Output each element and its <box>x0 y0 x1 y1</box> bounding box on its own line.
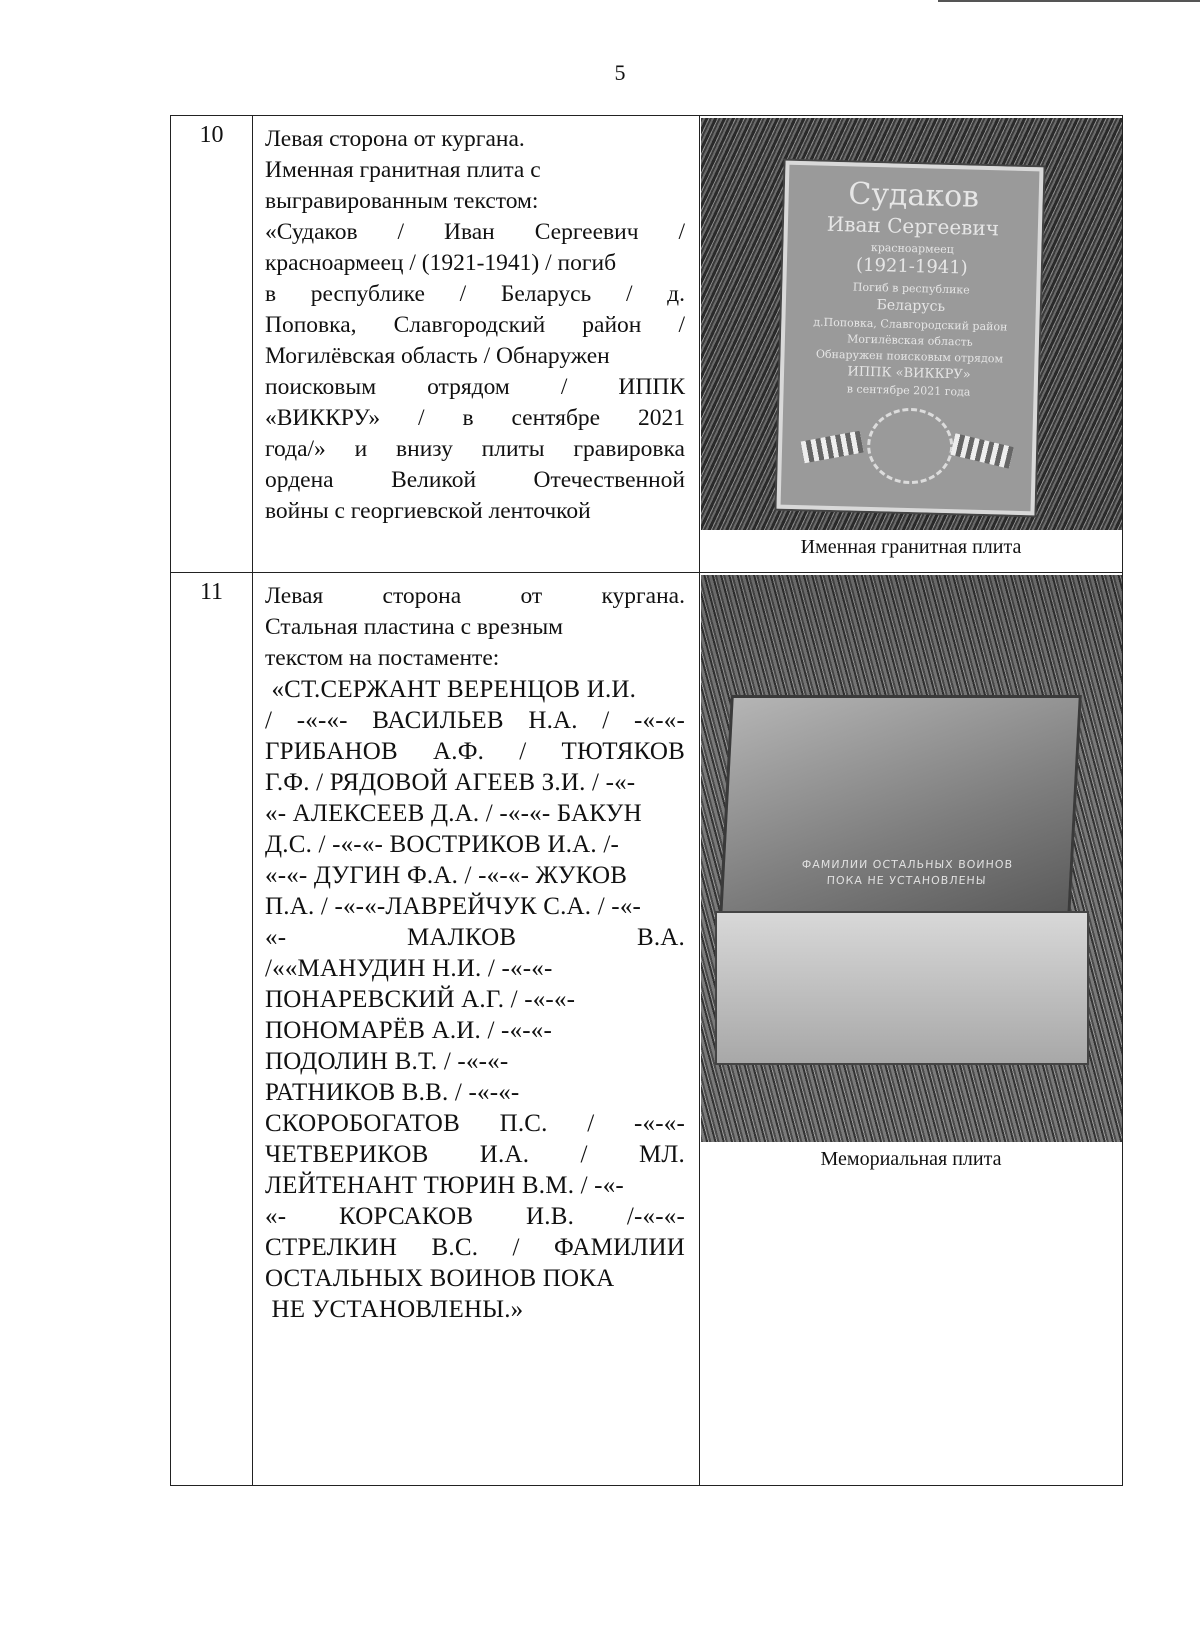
desc-line: Левая сторона от кургана. <box>265 583 685 609</box>
photo-cell <box>700 116 1123 573</box>
pedestal <box>715 911 1089 1065</box>
desc-line: текстом на постаменте: <box>265 645 500 671</box>
inscription-line: СКОРОБОГАТОВ П.С. / -«-«- <box>265 1110 685 1137</box>
ribbon-icon <box>950 433 1013 468</box>
inscription-line: ЛЕЙТЕНАНТ ТЮРИН В.М. / -«- <box>265 1172 624 1199</box>
desc-line: выгравированным текстом: <box>265 188 539 214</box>
row-number: 10 <box>171 116 253 573</box>
desc-line: года/» и внизу плиты гравировка <box>265 436 685 462</box>
table-row <box>171 573 1123 1486</box>
desc-line: Поповка, Славгородский район / <box>265 312 685 338</box>
order-medal-icon <box>866 407 954 485</box>
desc-line: «Судаков / Иван Сергеевич / <box>265 219 685 245</box>
desc-line: красноармеец / (1921-1941) / погиб <box>265 250 617 276</box>
desc-line: Могилёвская область / Обнаружен <box>265 343 610 369</box>
inscription-line: СТРЕЛКИН В.С. / ФАМИЛИИ <box>265 1234 685 1261</box>
steel-plate <box>719 695 1082 917</box>
granite-slab <box>776 161 1043 516</box>
row-description <box>253 116 700 573</box>
table-row <box>171 116 1123 573</box>
slab-engraving-line: Беларусь <box>875 297 945 315</box>
inscription-line: РАТНИКОВ В.В. / -«-«- <box>265 1079 520 1106</box>
inscription-text <box>265 674 685 1325</box>
memorial-plate-photo <box>701 575 1122 1142</box>
photo-caption: Мемориальная плита <box>820 1148 1002 1170</box>
slab-engraving-line: Могилёвская область <box>846 332 973 349</box>
inscription-line: / -«-«- ВАСИЛЬЕВ Н.А. / -«-«- <box>265 707 685 734</box>
row-description <box>253 573 700 1486</box>
row-number: 11 <box>171 573 253 1486</box>
slab-engraving-line: ИППК «ВИККРУ» <box>846 364 971 383</box>
memorial-table <box>170 115 1123 1486</box>
inscription-line: «-«- ДУГИН Ф.А. / -«-«- ЖУКОВ <box>265 862 628 889</box>
inscription-line: НЕ УСТАНОВЛЕНЫ.» <box>265 1296 524 1323</box>
page-number: 5 <box>614 60 626 85</box>
inscription-line: ПОНОМАРЁВ А.И. / -«-«- <box>265 1017 553 1044</box>
inscription-line: ГРИБАНОВ А.Ф. / ТЮТЯКОВ <box>265 738 685 765</box>
granite-slab-photo <box>701 118 1122 530</box>
slab-engraving-line: д.Поповка, Славгородский район <box>812 315 1008 334</box>
slab-engraving-line: Погиб в республике <box>852 280 970 297</box>
inscription-line: «СТ.СЕРЖАНТ ВЕРЕНЦОВ И.И. <box>265 676 637 703</box>
inscription-line: П.А. / -«-«-ЛАВРЕЙЧУК С.А. / -«- <box>265 893 642 920</box>
photo-cell <box>700 573 1123 1486</box>
desc-line: Стальная пластина с врезным <box>265 614 563 640</box>
plate-engraving-line: ФАМИЛИИ ОСТАЛЬНЫХ ВОИНОВ <box>800 858 1013 871</box>
inscription-line: /««МАНУДИН Н.И. / -«-«- <box>265 955 553 982</box>
slab-engraving-given-name: Иван Сергеевич <box>826 211 999 241</box>
slab-engraving-line: (1921-1941) <box>855 254 968 279</box>
slab-engraving-line: красноармеец <box>870 240 954 257</box>
ribbon-icon <box>800 431 863 464</box>
top-rule <box>938 0 1200 2</box>
slab-engraving-line: Обнаружен поисковым отрядом <box>815 347 1003 366</box>
photo-caption: Именная гранитная плита <box>800 536 1022 558</box>
desc-line: «ВИККРУ» / в сентябре 2021 <box>265 405 685 431</box>
inscription-line: ОСТАЛЬНЫХ ВОИНОВ ПОКА <box>265 1265 615 1292</box>
desc-line: Именная гранитная плита с <box>265 157 541 183</box>
inscription-line: ЧЕТВЕРИКОВ И.А. / МЛ. <box>265 1141 685 1168</box>
inscription-line: Г.Ф. / РЯДОВОЙ АГЕЕВ З.И. / -«- <box>265 769 636 796</box>
desc-line: в республике / Беларусь / д. <box>265 281 685 307</box>
desc-line: войны с георгиевской ленточкой <box>265 498 591 524</box>
desc-line: ордена Великой Отечественной <box>265 467 685 493</box>
slab-engraving-line: в сентябре 2021 года <box>846 382 971 399</box>
inscription-line: ПОДОЛИН В.Т. / -«-«- <box>265 1048 509 1075</box>
inscription-line: «- КОРСАКОВ И.В. /-«-«- <box>265 1203 685 1230</box>
desc-line: Левая сторона от кургана. <box>265 126 525 152</box>
slab-engraving-name: Судаков <box>847 176 979 215</box>
inscription-line: «- АЛЕКСЕЕВ Д.А. / -«-«- БАКУН <box>265 800 642 827</box>
inscription-line: ПОНАРЕВСКИЙ А.Г. / -«-«- <box>265 986 576 1013</box>
inscription-line: «- МАЛКОВ В.А. <box>265 924 685 951</box>
desc-line: поисковым отрядом / ИППК <box>265 374 685 400</box>
inscription-line: Д.С. / -«-«- ВОСТРИКОВ И.А. /- <box>265 831 619 858</box>
plate-engraving-line: ПОКА НЕ УСТАНОВЛЕНЫ <box>825 874 987 887</box>
